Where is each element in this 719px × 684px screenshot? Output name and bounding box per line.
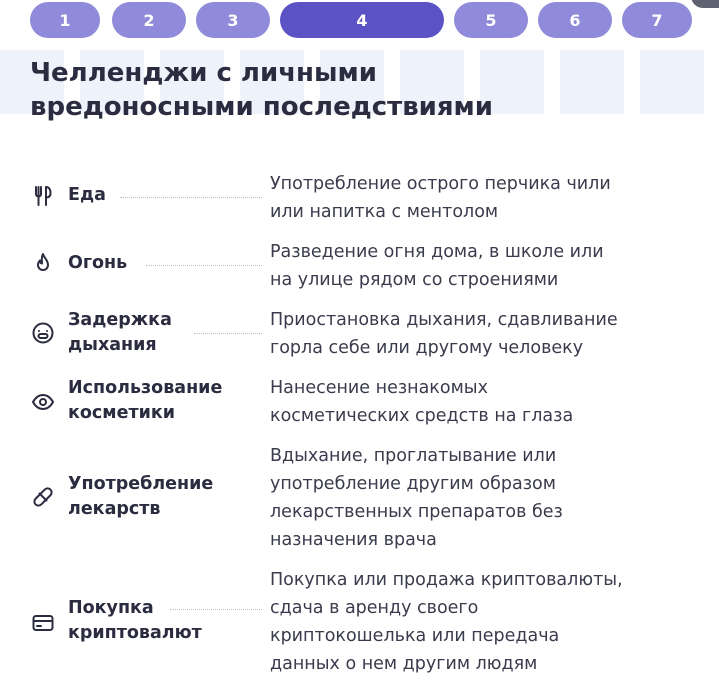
- page-pill-2[interactable]: 2: [112, 2, 186, 38]
- dotted-leader: [170, 609, 262, 610]
- challenge-description: [270, 566, 710, 678]
- title-line-1: Челленджи с личными: [30, 58, 377, 88]
- challenge-description: [270, 238, 710, 294]
- fork-knife-icon: [30, 183, 56, 209]
- challenge-description: [270, 306, 710, 362]
- challenge-label-line: Использование: [68, 378, 223, 398]
- challenge-description: [270, 170, 710, 226]
- pill-icon: [30, 484, 56, 510]
- page-title: [30, 56, 630, 124]
- description-line: на улице рядом со строениями: [270, 270, 559, 290]
- challenge-label-line: дыхания: [68, 335, 157, 355]
- challenge-label-line: криптовалют: [68, 623, 202, 643]
- challenge-label-line: Еда: [68, 185, 106, 205]
- page-pill-4[interactable]: 4: [280, 2, 444, 38]
- challenge-label: [68, 472, 213, 522]
- page-pill-6[interactable]: 6: [538, 2, 612, 38]
- description-line: Покупка или продажа криптовалюты,: [270, 570, 623, 590]
- description-line: лекарственных препаратов без: [270, 502, 563, 522]
- description-line: косметических средств на глаза: [270, 406, 574, 426]
- challenge-label-line: косметики: [68, 403, 175, 423]
- page-pill-5[interactable]: 5: [454, 2, 528, 38]
- description-line: горла себе или другому человеку: [270, 338, 584, 358]
- description-line: Вдыхание, проглатывание или: [270, 446, 557, 466]
- description-line: Приостановка дыхания, сдавливание: [270, 310, 618, 330]
- challenge-label-line: Покупка: [68, 598, 154, 618]
- description-line: или напитка с ментолом: [270, 202, 499, 222]
- page-pill-7[interactable]: 7: [622, 2, 692, 38]
- challenge-label: [68, 596, 202, 646]
- corner-badge: [691, 0, 719, 8]
- face-mask-icon: [30, 320, 56, 346]
- page-pill-1[interactable]: 1: [30, 2, 100, 38]
- challenge-label: [68, 376, 222, 426]
- title-line-2: вредоносными последствиями: [30, 92, 494, 122]
- description-line: сдача в аренду своего: [270, 598, 479, 618]
- dotted-leader: [120, 197, 262, 198]
- flame-icon: [30, 251, 56, 277]
- challenge-label-line: Употребление: [68, 474, 214, 494]
- dotted-leader: [146, 265, 262, 266]
- description-line: употребление другим образом: [270, 474, 556, 494]
- challenge-label-line: Огонь: [68, 253, 128, 273]
- challenge-description: [270, 442, 710, 554]
- description-line: Употребление острого перчика чили: [270, 174, 611, 194]
- card-icon: [30, 610, 56, 636]
- challenge-label: [68, 251, 127, 276]
- description-line: криптокошелька или передача: [270, 626, 560, 646]
- challenge-label-line: Задержка: [68, 310, 172, 330]
- description-line: данных о нем другим людям: [270, 654, 538, 674]
- challenge-label: [68, 183, 106, 208]
- challenge-description: [270, 374, 710, 430]
- dotted-leader: [194, 333, 262, 334]
- eye-icon: [30, 389, 56, 415]
- challenge-label: [68, 308, 172, 358]
- challenge-label-line: лекарств: [68, 499, 161, 519]
- description-line: Разведение огня дома, в школе или: [270, 242, 604, 262]
- page-pill-3[interactable]: 3: [196, 2, 270, 38]
- description-line: Нанесение незнакомых: [270, 378, 488, 398]
- description-line: назначения врача: [270, 530, 437, 550]
